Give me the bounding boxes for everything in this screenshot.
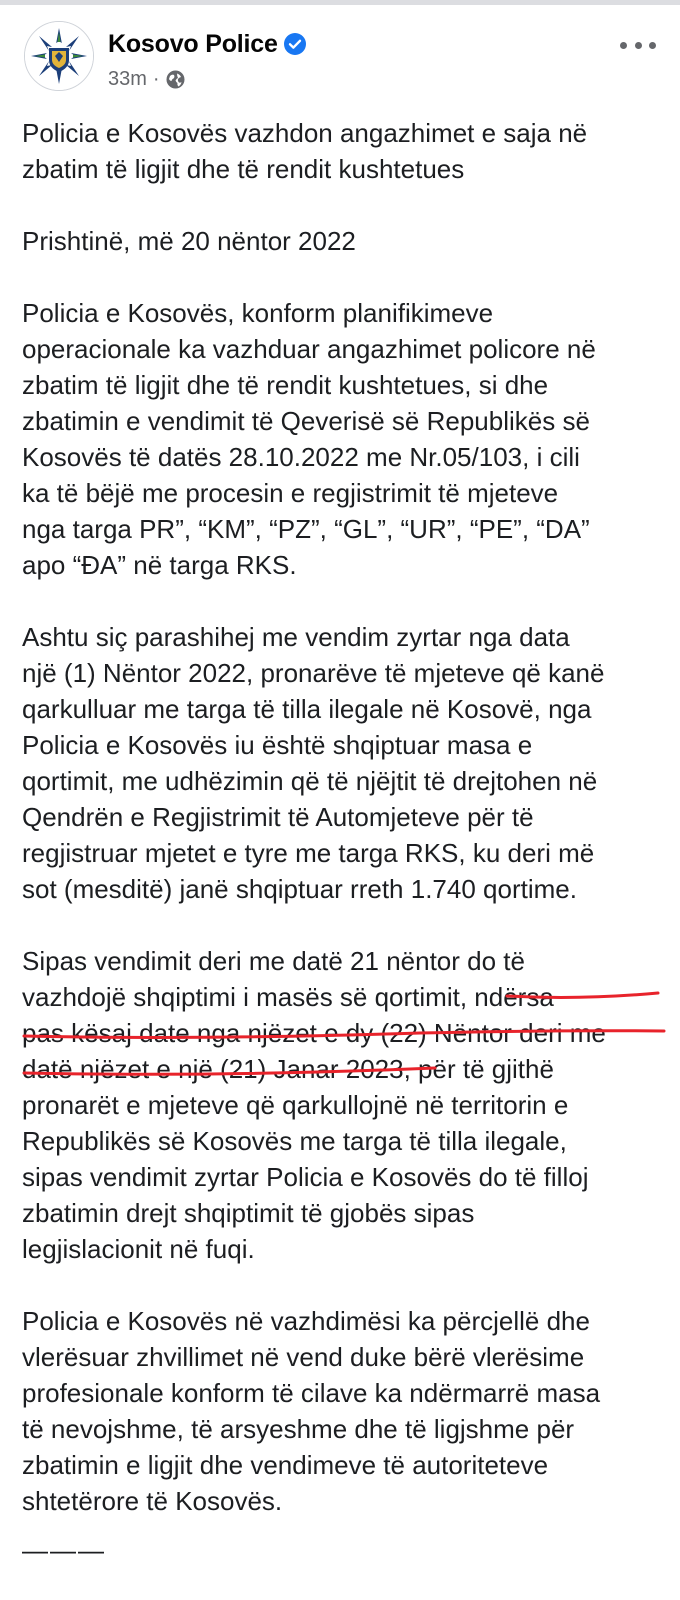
text-line: zbatim të ligjit dhe të rendit kushtetues, si dhe [22, 370, 549, 400]
text-line: Ashtu siç parashihej me vendim zyrtar nga data [22, 622, 570, 652]
text-line: zbatimin e ligjit dhe vendimeve të autoriteteve [22, 1450, 549, 1480]
more-options-button[interactable] [620, 33, 656, 57]
page-name-row [108, 29, 306, 59]
more-dot-icon [620, 42, 627, 49]
text-line: Republikës së Kosovës me targa të tilla ilegale, [22, 1126, 567, 1156]
text-line: apo “ĐA” në targa RKS. [22, 550, 297, 580]
text-line: pronarët e mjeteve që qarkullojnë në territorin e [22, 1090, 569, 1120]
globe-icon[interactable] [166, 70, 185, 89]
text-line: Sipas vendimit deri me datë 21 nëntor do të [22, 946, 525, 976]
text-line: zbatimin e vendimit të Qeverisë së Republikës së [22, 406, 590, 436]
text-line: qarkulluar me targa të tilla ilegale në Kosovë, nga [22, 694, 592, 724]
text-line: Policia e Kosovës iu është shqiptuar masa e [22, 730, 533, 760]
more-dot-icon [635, 42, 642, 49]
text-line: sipas vendimit zyrtar Policia e Kosovës do të filloj [22, 1162, 589, 1192]
post-header [0, 5, 680, 100]
text-line: një (1) Nëntor 2022, pronarëve të mjeteve që kanë [22, 658, 605, 688]
text-line: qortimit, me udhëzimin që të njëjtit të drejtohen në [22, 766, 598, 796]
text-line: pas kësaj date nga njëzet e dy (22) Nëntor deri me [22, 1018, 606, 1048]
post-text [22, 115, 662, 1519]
meta-separator: · [152, 67, 160, 90]
text-line: zbatimin drejt shqiptimit të gjobës sipas [22, 1198, 475, 1228]
paragraph-fines [22, 943, 662, 1267]
text-line: Kosovës të datës 28.10.2022 me Nr.05/103, i cili [22, 442, 580, 472]
paragraph-warnings [22, 619, 662, 907]
text-line: nga targa PR”, “KM”, “PZ”, “GL”, “UR”, “PE”, “DA” [22, 514, 590, 544]
text-line: Prishtinë, më 20 nëntor 2022 [22, 226, 356, 256]
post-timestamp[interactable]: 33m [108, 67, 147, 90]
text-line: Policia e Kosovës vazhdon angazhimet e saja në [22, 118, 588, 148]
text-line: Policia e Kosovës, konform planifikimeve [22, 298, 494, 328]
text-line: zbatim të ligjit dhe të rendit kushtetues [22, 154, 465, 184]
text-separator: ——— [22, 1535, 106, 1565]
text-line: operacionale ka vazhduar angazhimet policore në [22, 334, 596, 364]
page-name[interactable]: Kosovo Police [108, 29, 278, 58]
kosovo-police-emblem-icon [25, 22, 93, 90]
paragraph-closing [22, 1303, 662, 1519]
text-line: vlerësuar zhvillimet në vend duke bërë vlerësime [22, 1342, 585, 1372]
paragraph-title [22, 115, 662, 187]
text-line: regjistruar mjetet e tyre me targa RKS, ku deri më [22, 838, 595, 868]
text-line: legjislacionit në fuqi. [22, 1234, 255, 1264]
paragraph-operations [22, 295, 662, 583]
text-line: ka të bëjë me procesin e regjistrimit të mjeteve [22, 478, 559, 508]
more-dot-icon [649, 42, 656, 49]
verified-badge-icon [284, 33, 306, 55]
post-meta [108, 67, 185, 91]
avatar[interactable] [24, 21, 94, 91]
text-line: profesionale konform të cilave ka ndërmarrë masa [22, 1378, 601, 1408]
text-line: datë njëzet e një (21) Janar 2023, për të gjithë [22, 1054, 554, 1084]
text-line: shtetërore të Kosovës. [22, 1486, 283, 1516]
text-line: vazhdojë shqiptimi i masës së qortimit, ndërsa [22, 982, 554, 1012]
text-line: Qendrën e Regjistrimit të Automjeteve për të [22, 802, 534, 832]
text-line: të nevojshme, të arsyeshme dhe të ligjshme për [22, 1414, 575, 1444]
text-line: Policia e Kosovës në vazhdimësi ka përcjellë dhe [22, 1306, 590, 1336]
paragraph-dateline [22, 223, 662, 259]
text-line: sot (mesditë) janë shqiptuar rreth 1.740 qortime. [22, 874, 577, 904]
